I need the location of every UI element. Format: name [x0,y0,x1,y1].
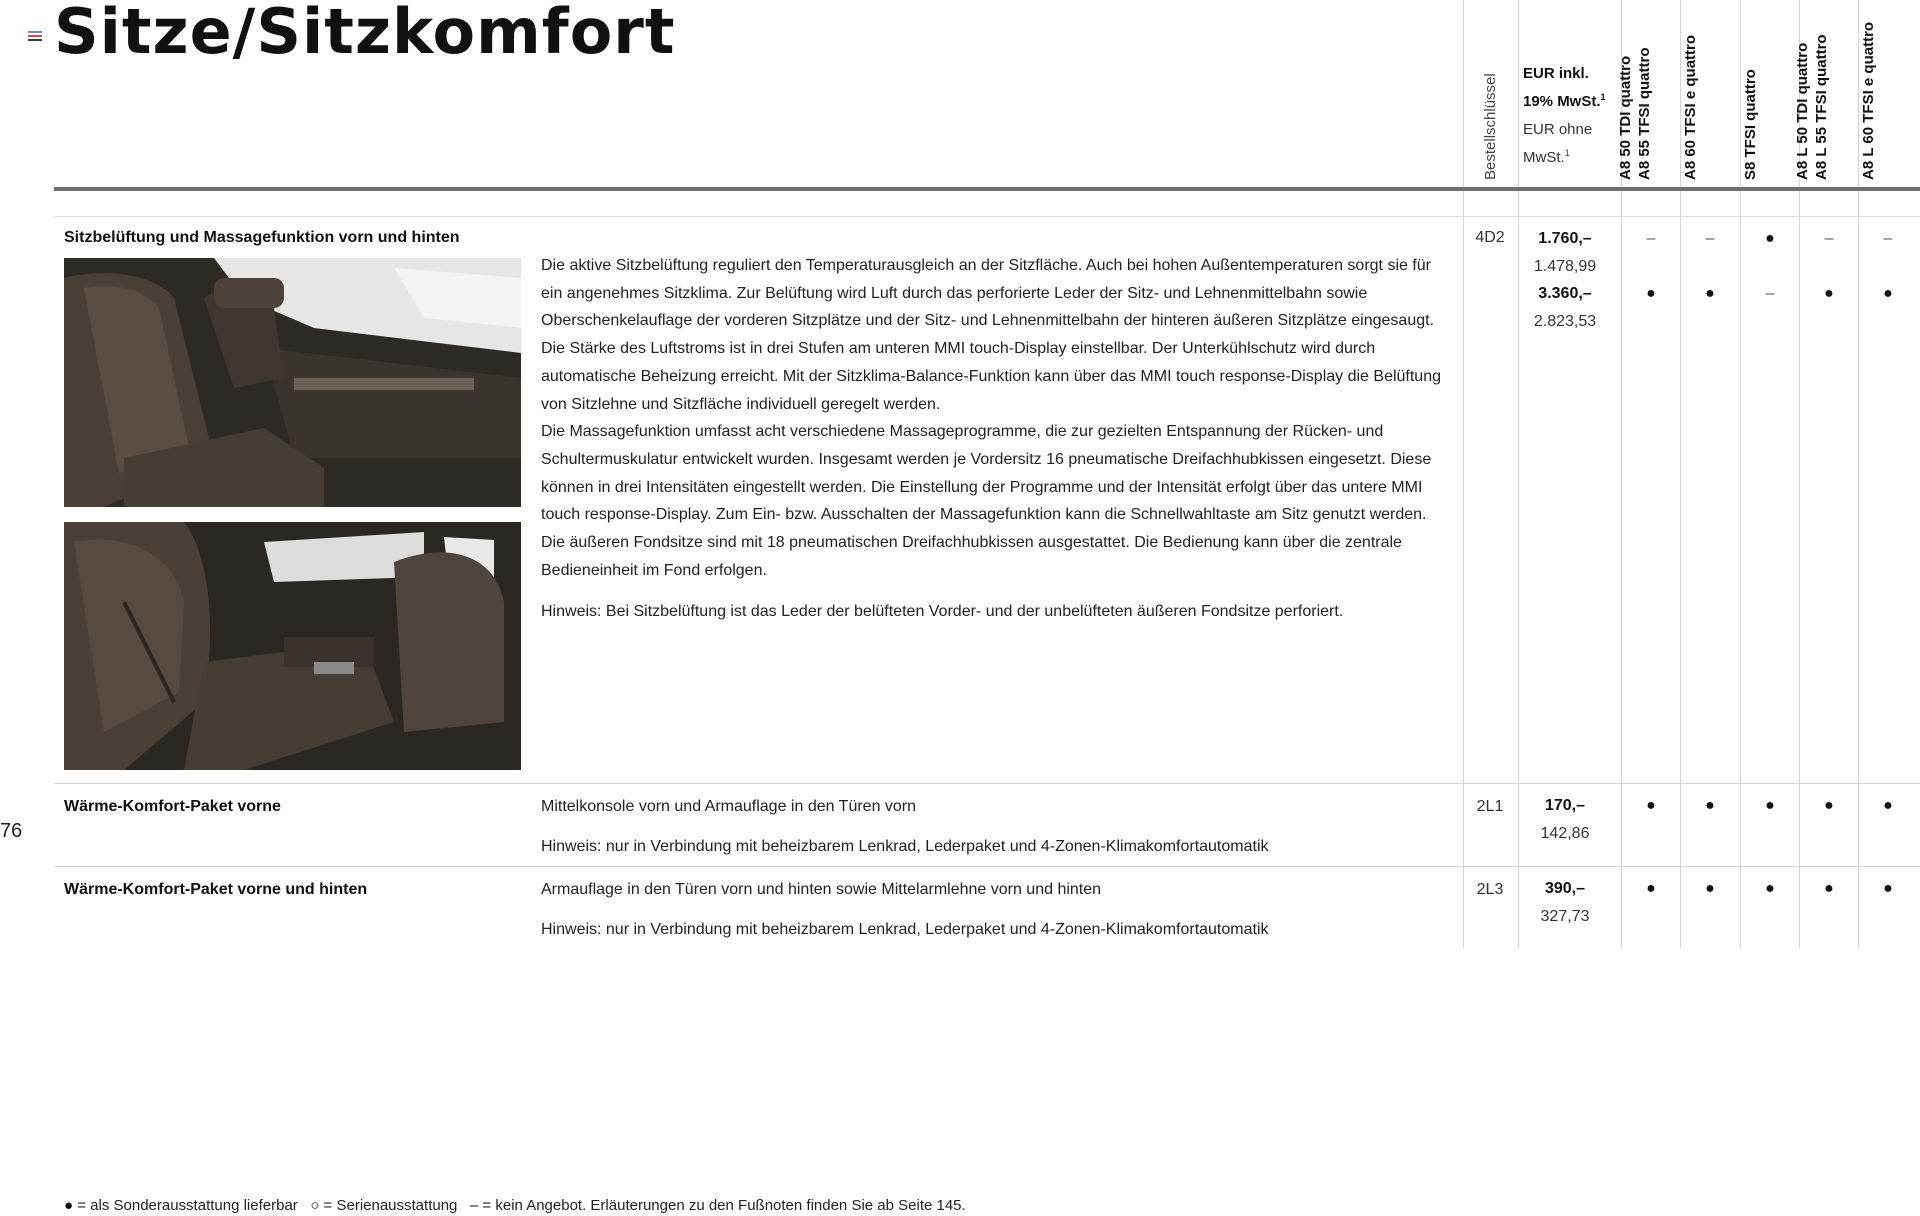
availability-mark: ● [1765,880,1775,897]
feature-name: Wärme-Komfort-Paket vorne [64,798,281,815]
optional-symbol: ● [64,1197,74,1214]
feature-name: Sitzbelüftung und Massagefunktion vorn und hinten [64,229,460,246]
availability-mark: ● [1646,880,1656,897]
legend-standard-text: = Serienausstattung [323,1197,458,1214]
legend [64,1197,966,1214]
feature-name: Wärme-Komfort-Paket vorne und hinten [64,881,368,898]
header-model-s8: S8 TFSI quattro [1742,69,1759,180]
header-model-a8l: A8 L 50 TDI quattro A8 L 55 TFSI quattro [1794,34,1830,180]
availability-mark: ● [1646,797,1656,814]
legend-optional-text: = als Sonderausstattung lieferbar [77,1197,298,1214]
availability-mark: – [1765,285,1775,302]
availability-mark: – [1824,230,1834,247]
standard-symbol: ○ [310,1197,320,1214]
availability-mark: ● [1705,797,1715,814]
page-title: Sitze/Sitzkomfort [54,0,676,68]
availability-mark: – [1646,230,1656,247]
header-subrule [54,216,1920,217]
availability-mark: ● [1765,797,1775,814]
header-order-key: Bestellschlüssel [1482,73,1499,180]
header-price: EUR inkl. 19% MwSt.$^1$ EUR ohne MwSt.$^1$ [1523,65,1606,166]
page-number: 76 [0,820,23,842]
order-code: 2L1 [1476,798,1504,815]
availability-mark: ● [1824,797,1834,814]
order-code: 4D2 [1475,229,1505,246]
availability-mark: – [1883,230,1893,247]
row-divider [54,783,1920,784]
column-divider [1518,0,1519,948]
availability-mark: ● [1705,880,1715,897]
legend-none-text: = kein Angebot. Erläuterungen zu den Fußnoten finden Sie ab Seite 145. [482,1197,966,1214]
availability-mark: ● [1883,880,1893,897]
availability-mark: ● [1883,797,1893,814]
availability-mark: ● [1824,880,1834,897]
menu-icon[interactable] [28,31,42,41]
availability-mark: ● [1883,285,1893,302]
availability-mark: ● [1646,285,1656,302]
price-cell: 170,– 142,86 [1540,797,1590,842]
header-model-a8-60: A8 60 TFSI e quattro [1682,34,1699,180]
feature-description: Mittelkonsole vorn und Armauflage in den Türen vorn Hinweis: nur in Verbindung mit beheizbarem Lenkrad, Lederpaket und 4-Zonen-Klimakomfortautomatik [541,798,1269,855]
header-model-a8l-60: A8 L 60 TFSI e quattro [1860,21,1877,180]
order-code: 2L3 [1476,881,1504,898]
availability-mark: ● [1705,285,1715,302]
price-cell: 3.360,– 2.823,53 [1533,285,1597,330]
none-symbol: – [469,1197,479,1214]
price-cell: 390,– 327,73 [1540,880,1590,925]
availability-mark: – [1705,230,1715,247]
availability-mark: ● [1765,230,1775,247]
price-cell: 1.760,– 1.478,99 [1533,230,1597,275]
header-rule [54,187,1920,191]
availability-mark: ● [1824,285,1834,302]
feature-description: Die aktive Sitzbelüftung reguliert den Temperaturausgleich an der Sitzfläche. Auch bei hohen Außentemperaturen sorgt sie für ein angenehmes Sitzklima. Zur Belüftung wird Luft durch das perforierte Leder der Sitz- und Lehnenmittelbahn sowie Oberschenkelauflage der vorderen Sitzplätze und der Sitz- und Lehnenmittelbahn der hinteren äußeren Sitzplätze eingesaugt. Die Stärke des Luftstroms ist in drei Stufen am unteren MMI touch-Display einstellbar. Der Unterkühlschutz wird durch automatische Beheizung erreicht. Mit der Sitzklima-Balance-Funktion kann über das MMI touch response-Display die Belüftung von Sitzlehne und Sitzfläche individuell geregelt werden. Die Massagefunktion umfasst acht verschiedene Massageprogramme, die zur gezielten Entspannung der Rücken- und Schultermuskulatur entwickelt wurden. Insgesamt werden je Vordersitz 16 pneumatische Dreifachhubkissen eingesetzt. Diese können in drei Intensitäten eingestellt werden. Die Einstellung der Programme und der Intensität erfolgt über das untere MMI touch response-Display. Zum Ein- bzw. Ausschalten der Massagefunktion kann die Schnellwahltaste am Sitz genutzt werden. Die äußeren Fondsitze sind mit 18 pneumatischen Dreifachhubkissen ausgestattet. Die Bedienung kann über die zentrale Bedieneinheit im Fond erfolgen. Hinweis: Bei Sitzbelüftung ist das Leder der belüfteten Vorder- und der unbelüfteten äußeren Fondsitze perforiert. [541,257,1441,621]
header-model-a8: A8 50 TDI quattro A8 55 TFSI quattro [1617,47,1653,180]
rear-seat-photo [64,522,521,770]
row-divider [54,866,1920,867]
front-seat-photo [64,258,521,507]
feature-description: Armauflage in den Türen vorn und hinten sowie Mittelarmlehne vorn und hinten Hinweis: nur in Verbindung mit beheizbarem Lenkrad, Lederpaket und 4-Zonen-Klimakomfortautomatik [541,881,1269,938]
